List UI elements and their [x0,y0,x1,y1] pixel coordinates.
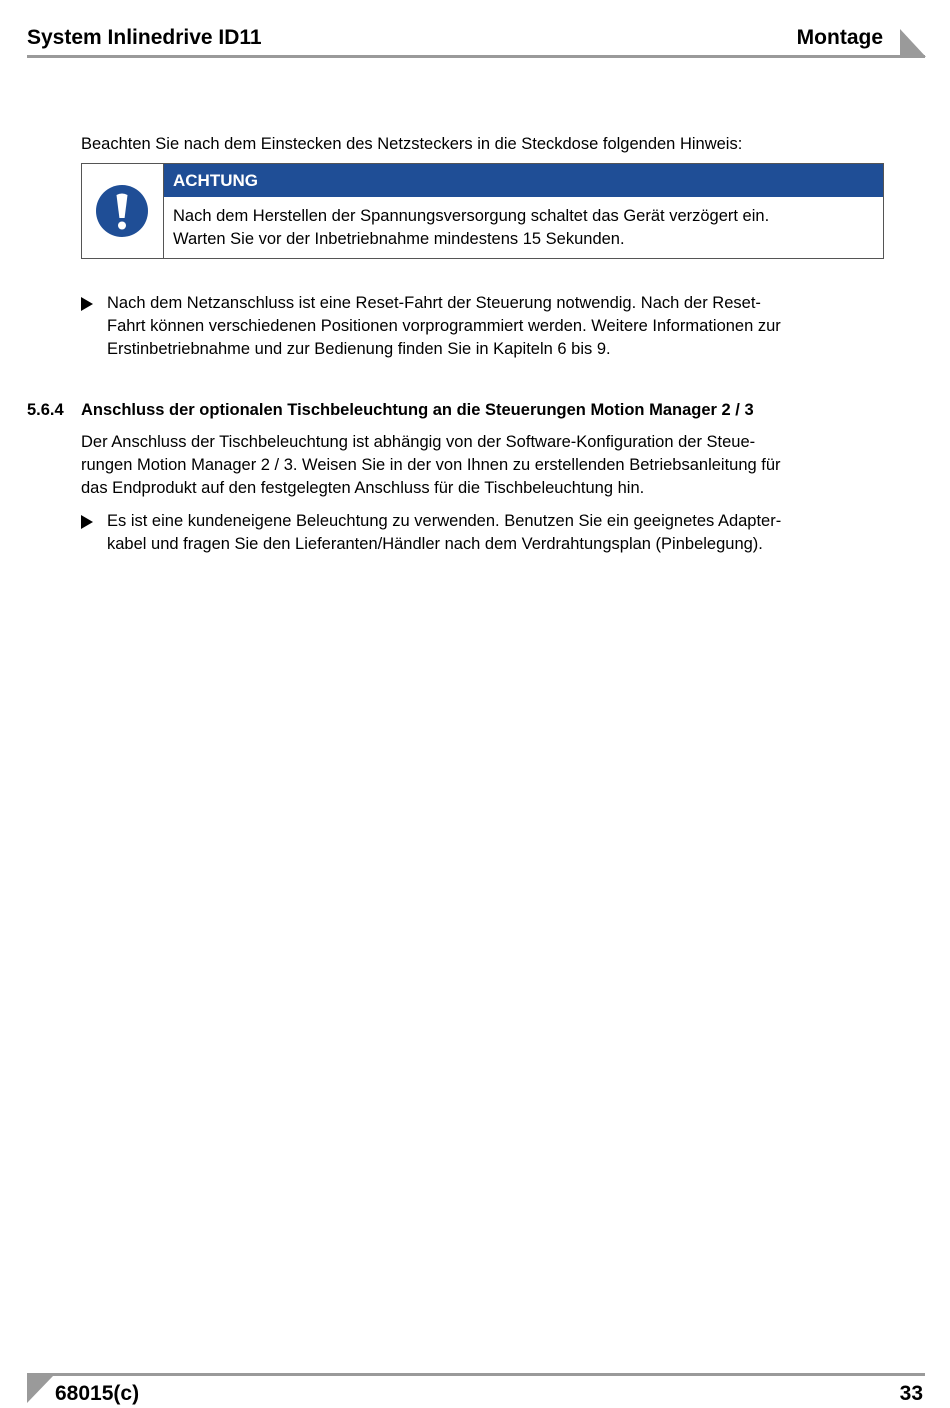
warning-line: Nach dem Herstellen der Spannungsversorgung schaltet das Gerät verzögert ein. [173,207,770,225]
header-rule [27,55,925,58]
bullet-line: Erstinbetriebnahme und zur Bedienung finden Sie in Kapiteln 6 bis 9. [107,340,611,358]
exclamation-icon [96,185,148,237]
warning-line: Warten Sie vor der Inbetriebnahme mindestens 15 Sekunden. [173,230,625,248]
footer-page-number: 33 [899,1382,923,1405]
paragraph-line: das Endprodukt auf den festgelegten Anschluss für die Tischbeleuchtung hin. [81,479,645,497]
bullet-text [107,292,887,361]
section-title: Anschluss der optionalen Tischbeleuchtung an die Steuerungen Motion Manager 2 / 3 [81,401,754,419]
warning-box [81,163,884,259]
paragraph-line: rungen Motion Manager 2 / 3. Weisen Sie in der von Ihnen zu erstellenden Betriebsanleitung für [81,456,781,474]
warning-body [173,205,769,251]
header-section: Montage [796,26,883,49]
bullet-line: Es ist eine kundeneigene Beleuchtung zu verwenden. Benutzen Sie ein geeignetes Adapter- [107,512,782,530]
header-title: System Inlinedrive ID11 [27,26,262,49]
bullet-line: kabel und fragen Sie den Lieferanten/Händler nach dem Verdrahtungsplan (Pinbelegung). [107,535,763,553]
header-corner-triangle [900,29,926,57]
triangle-bullet-icon [81,297,93,311]
footer-doc-number: 68015(c) [55,1382,140,1405]
paragraph-line: Der Anschluss der Tischbeleuchtung ist abhängig von der Software-Konfiguration der Steue- [81,433,756,451]
triangle-bullet-icon [81,515,93,529]
footer-corner-triangle [27,1376,53,1403]
warning-icon-cell [82,164,164,258]
bullet-line: Fahrt können verschiedenen Positionen vorprogrammiert werden. Weitere Informationen zur [107,317,781,335]
intro-text: Beachten Sie nach dem Einstecken des Netzsteckers in die Steckdose folgenden Hinweis: [81,135,743,153]
bullet-line: Nach dem Netzanschluss ist eine Reset-Fahrt der Steuerung notwendig. Nach der Reset- [107,294,761,312]
bullet-text [107,510,887,556]
section-number: 5.6.4 [27,401,64,419]
footer-rule [27,1373,925,1376]
warning-heading: ACHTUNG [164,164,883,197]
section-paragraph [81,431,881,500]
